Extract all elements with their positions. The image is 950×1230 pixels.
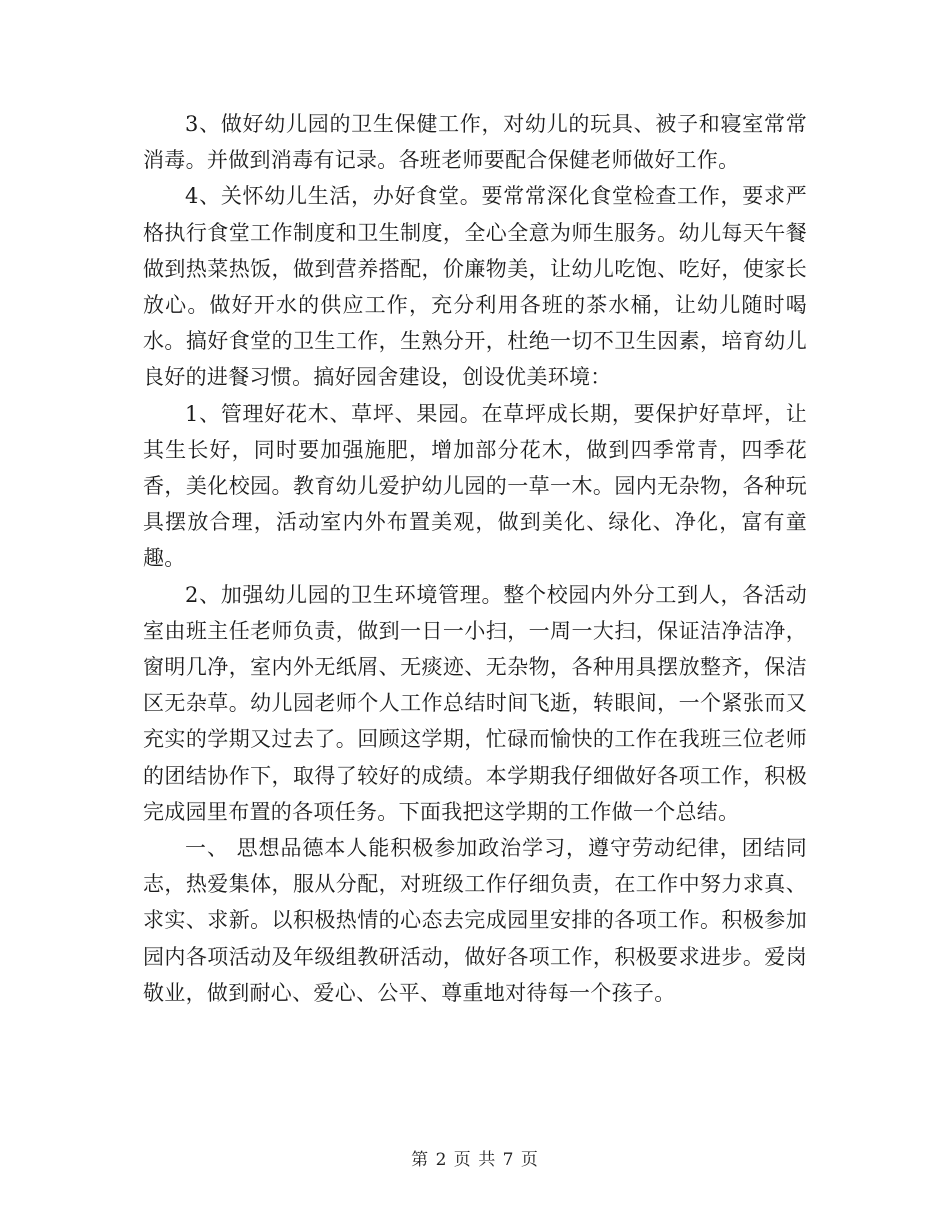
paragraph-environment-summary: 2、加强幼儿园的卫生环境管理。整个校园内外分工到人，各活动室由班主任老师负责，做到一日一小扫，一周一大扫，保证洁净洁净，窗明几净，室内外无纸屑、无痰迹、无杂物，各种用具摆放整齐，保洁区无杂草。幼儿园老师个人工作总结时间飞逝，转眼间，一个紧张而又充实的学期又过去了。回顾这学期，忙碌而愉快的工作在我班三位老师的团结协作下，取得了较好的成绩。本学期我仔细做好各项工作，积极完成园里布置的各项任务。下面我把这学期的工作做一个总结。 [143, 582, 807, 824]
page-footer [0, 1145, 950, 1170]
paragraph-ideology-morality: 一、 思想品德本人能积极参加政治学习，遵守劳动纪律，团结同志，热爱集体，服从分配，对班级工作仔细负责，在工作中努力求真、求实、求新。以积极热情的心态去完成园里安排的各项工作。积极参加园内各项活动及年级组教研活动，做好各项工作，积极要求进步。爱岗敬业，做到耐心、爱心、公平、尊重地对待每一个孩子。 [143, 836, 807, 1005]
paragraph-greenery: 1、管理好花木、草坪、果园。在草坪成长期，要保护好草坪，让其生长好，同时要加强施肥，增加部分花木，做到四季常青，四季花香，美化校园。教育幼儿爱护幼儿园的一草一木。园内无杂物，各种玩具摆放合理，活动室内外布置美观，做到美化、绿化、净化，富有童趣。 [143, 401, 807, 571]
paragraph-canteen: 4、关怀幼儿生活，办好食堂。要常常深化食堂检查工作，要求严格执行食堂工作制度和卫生制度，全心全意为师生服务。幼儿每天午餐做到热菜热饭，做到营养搭配，价廉物美，让幼儿吃饱、吃好，使家长放心。做好开水的供应工作，充分利用各班的茶水桶，让幼儿随时喝水。搞好食堂的卫生工作，生熟分开，杜绝一切不卫生因素，培育幼儿良好的进餐习惯。搞好园舍建设，创设优美环境： [143, 184, 807, 390]
page-number: 第 2 页 共 7 页 [411, 1150, 539, 1170]
paragraph-hygiene-care: 3、做好幼儿园的卫生保健工作，对幼儿的玩具、被子和寝室常常消毒。并做到消毒有记录。各班老师要配合保健老师做好工作。 [143, 112, 807, 173]
document-body [143, 106, 807, 1011]
